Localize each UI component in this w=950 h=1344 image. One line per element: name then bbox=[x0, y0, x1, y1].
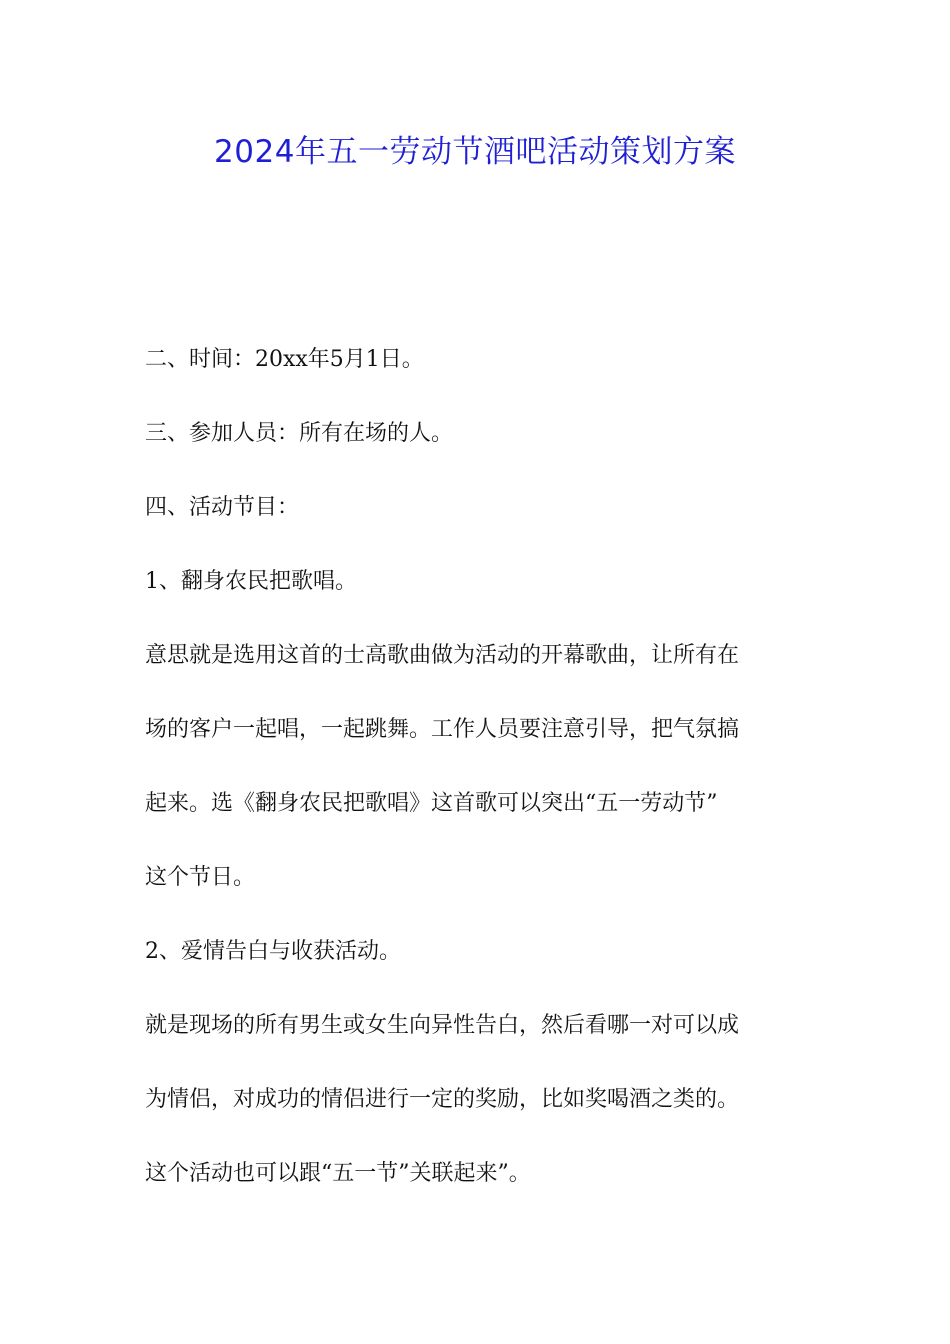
section-program-heading: 四、活动节目： bbox=[145, 495, 300, 520]
paragraph-line: 就是现场的所有男生或女生向异性告白，然后看哪一对可以成 bbox=[145, 1013, 740, 1038]
program-item-2-heading: 2、爱情告白与收获活动。 bbox=[145, 939, 401, 964]
section-participants: 三、参加人员：所有在场的人。 bbox=[145, 421, 454, 446]
document-title: 2024年五一劳动节酒吧活动策划方案 bbox=[214, 134, 736, 170]
document-body bbox=[145, 334, 815, 1222]
paragraph-line: 为情侣，对成功的情侣进行一定的奖励，比如奖喝酒之类的。 bbox=[145, 1087, 740, 1112]
paragraph-line: 这个活动也可以跟“五一节”关联起来”。 bbox=[145, 1161, 531, 1186]
paragraph-line: 场的客户一起唱，一起跳舞。工作人员要注意引导，把气氛搞 bbox=[145, 717, 740, 742]
paragraph-line: 起来。选《翻身农民把歌唱》这首歌可以突出“五一劳动节” bbox=[145, 791, 718, 816]
paragraph-line: 这个节日。 bbox=[145, 865, 256, 890]
paragraph-line: 意思就是选用这首的士高歌曲做为活动的开幕歌曲，让所有在 bbox=[145, 643, 740, 668]
program-item-1-heading: 1、翻身农民把歌唱。 bbox=[145, 569, 357, 594]
section-time: 二、时间：20xx年5月1日。 bbox=[145, 347, 424, 372]
